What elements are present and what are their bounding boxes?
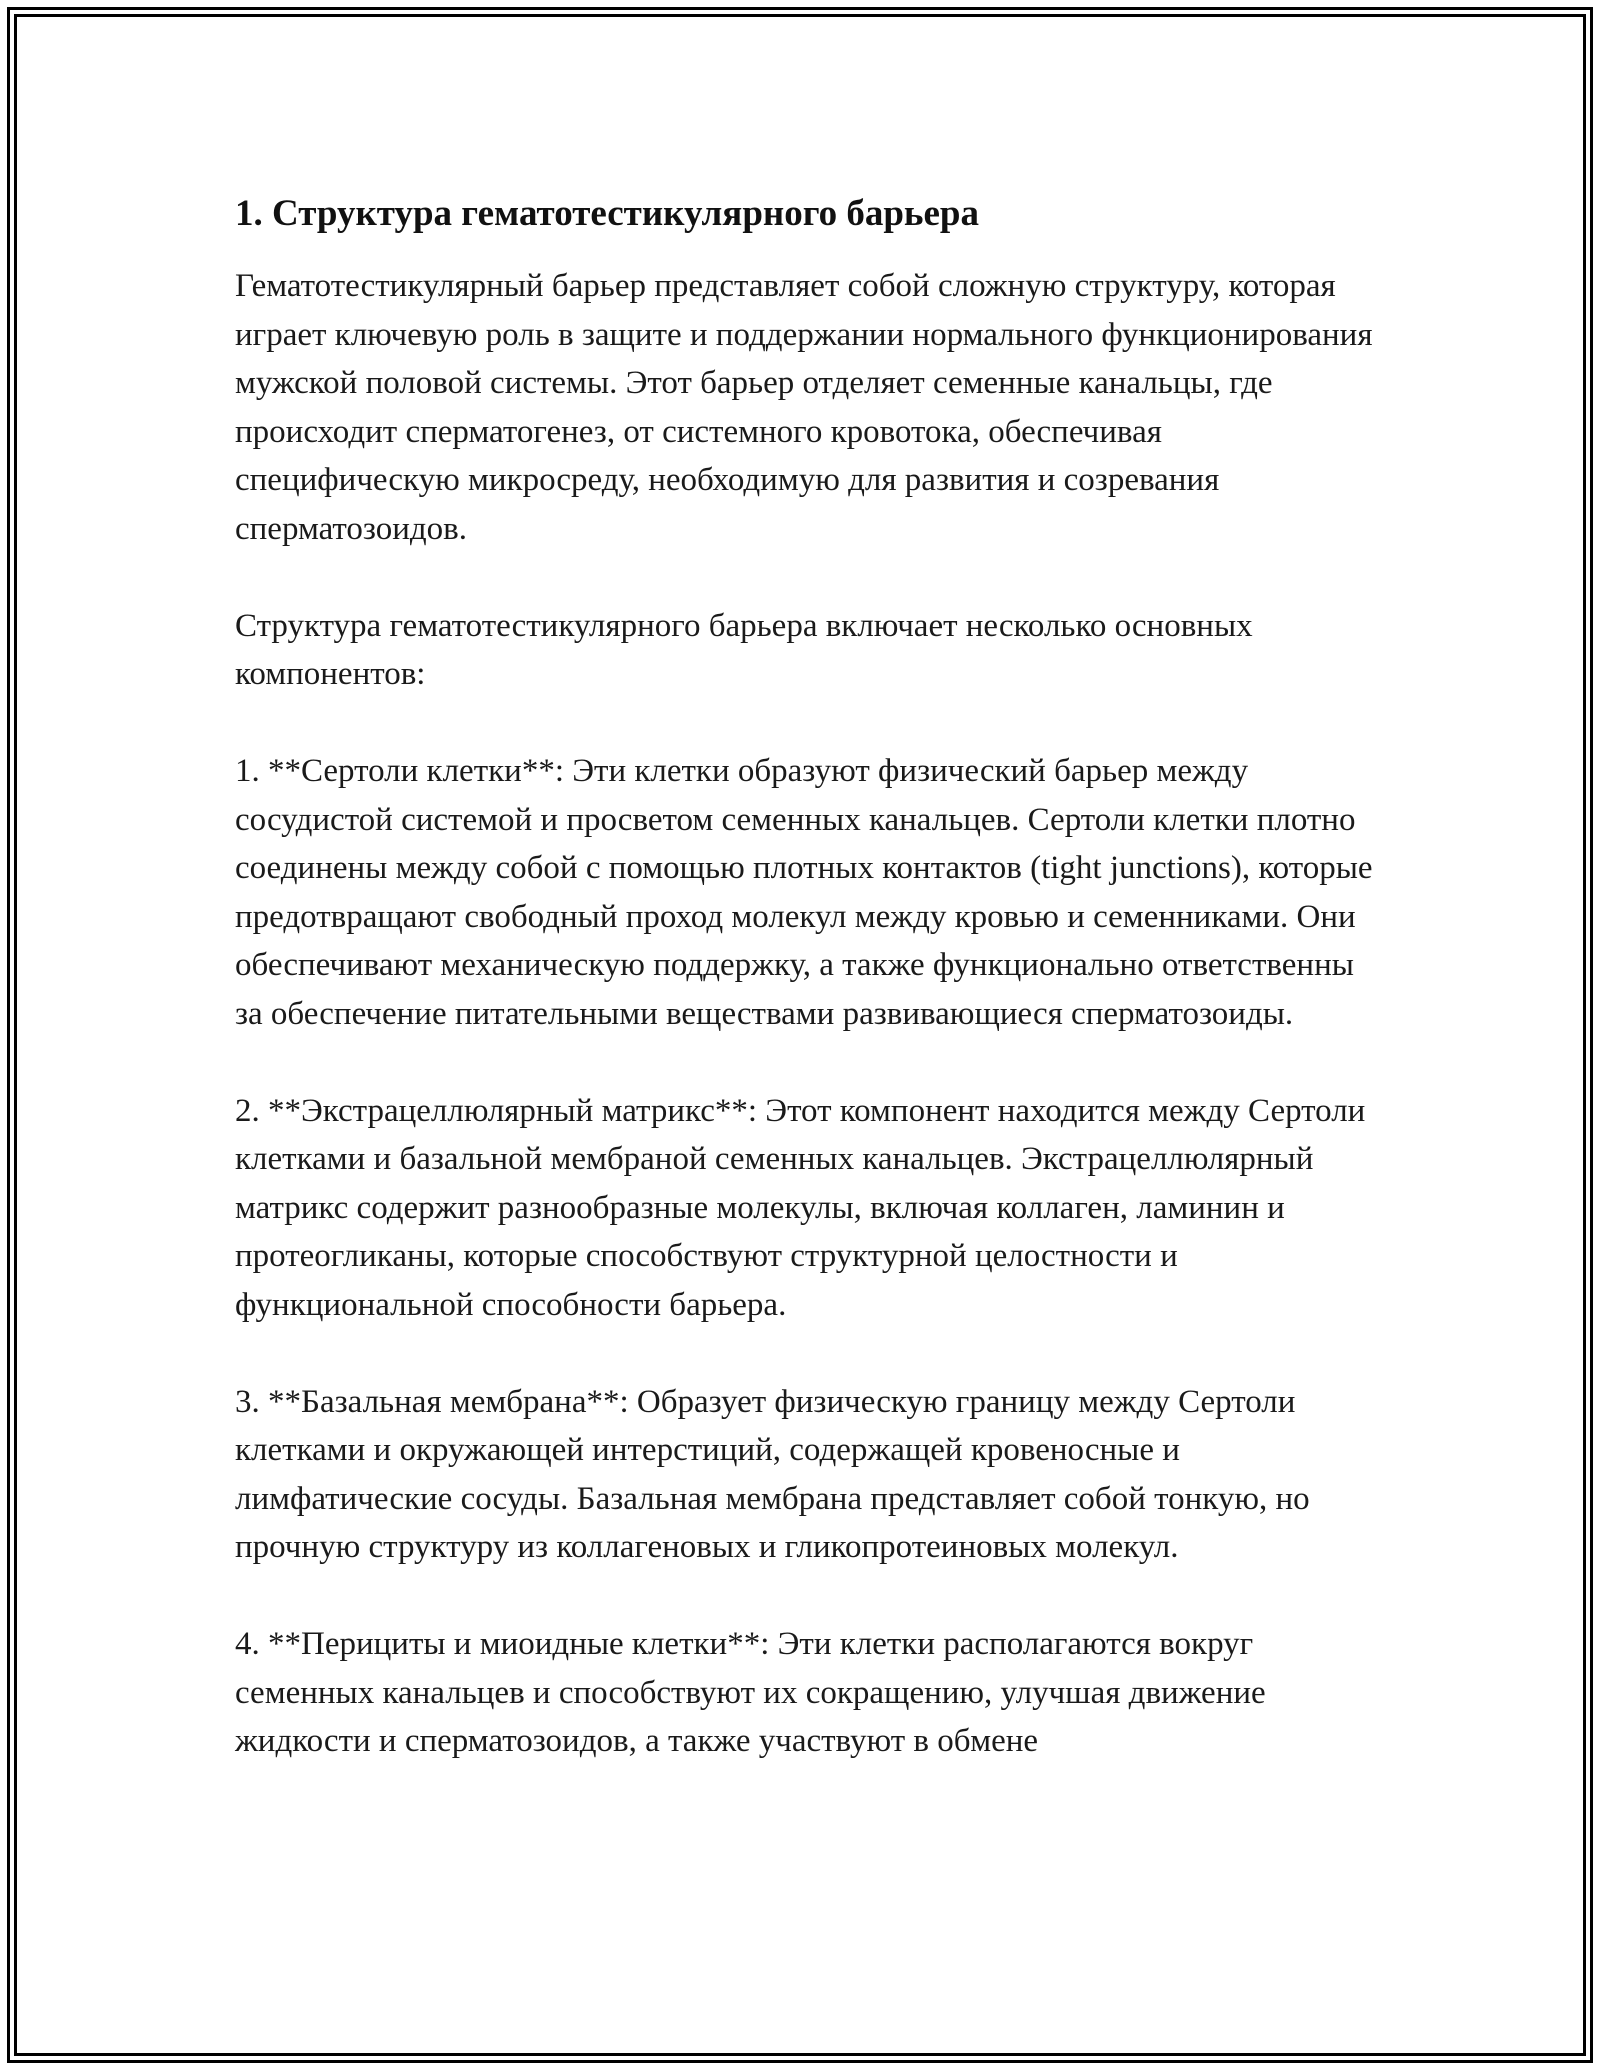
sertoli-cells-paragraph: 1. **Сертоли клетки**: Эти клетки образуют физический барьер между сосудистой системой и просветом семенных канальцев. Сертоли клетки плотно соединены между собой с помощью плотных контактов (tight junctions), которые предотвращают свободный проход молекул между кровью и семенниками. Они обеспечивают механическую поддержку, а также функционально ответственны за обеспечение питательными веществами развивающиеся сперматозоиды. [235,753,1373,1032]
extracellular-matrix-paragraph: 2. **Экстрацеллюлярный матрикс**: Этот компонент находится между Сертоли клетками и базальной мембраной семенных канальцев. Экстрацеллюлярный матрикс содержит разнообразные молекулы, включая коллаген, ламинин и протеогликаны, которые способствуют структурной целостности и функциональной способности барьера. [235,1092,1366,1323]
intro-paragraph: Гематотестикулярный барьер представляет собой сложную структуру, которая играет ключевую роль в защите и поддержании нормального функционирования мужской половой системы. Этот барьер отделяет семенные канальцы, где происходит сперматогенез, от системного кровотока, обеспечивая специфическую микросреду, необходимую для развития и созревания сперматозоидов. [235,268,1373,547]
components-intro-paragraph: Структура гематотестикулярного барьера включает несколько основных компонентов: [235,607,1253,692]
pericytes-paragraph: 4. **Перициты и миоидные клетки**: Эти клетки располагаются вокруг семенных канальцев и способствуют их сокращению, улучшая движение жидкости и сперматозоидов, а также участвуют в обмене [235,1626,1266,1759]
section-heading: 1. Структура гематотестикулярного барьера [235,193,979,234]
basement-membrane-paragraph: 3. **Базальная мембрана**: Образует физическую границу между Сертоли клетками и окружающей интерстиций, содержащей кровеносные и лимфатические сосуды. Базальная мембрана представляет собой тонкую, но прочную структуру из коллагеновых и гликопротеиновых молекул. [235,1383,1310,1565]
document-body [235,186,1380,1766]
